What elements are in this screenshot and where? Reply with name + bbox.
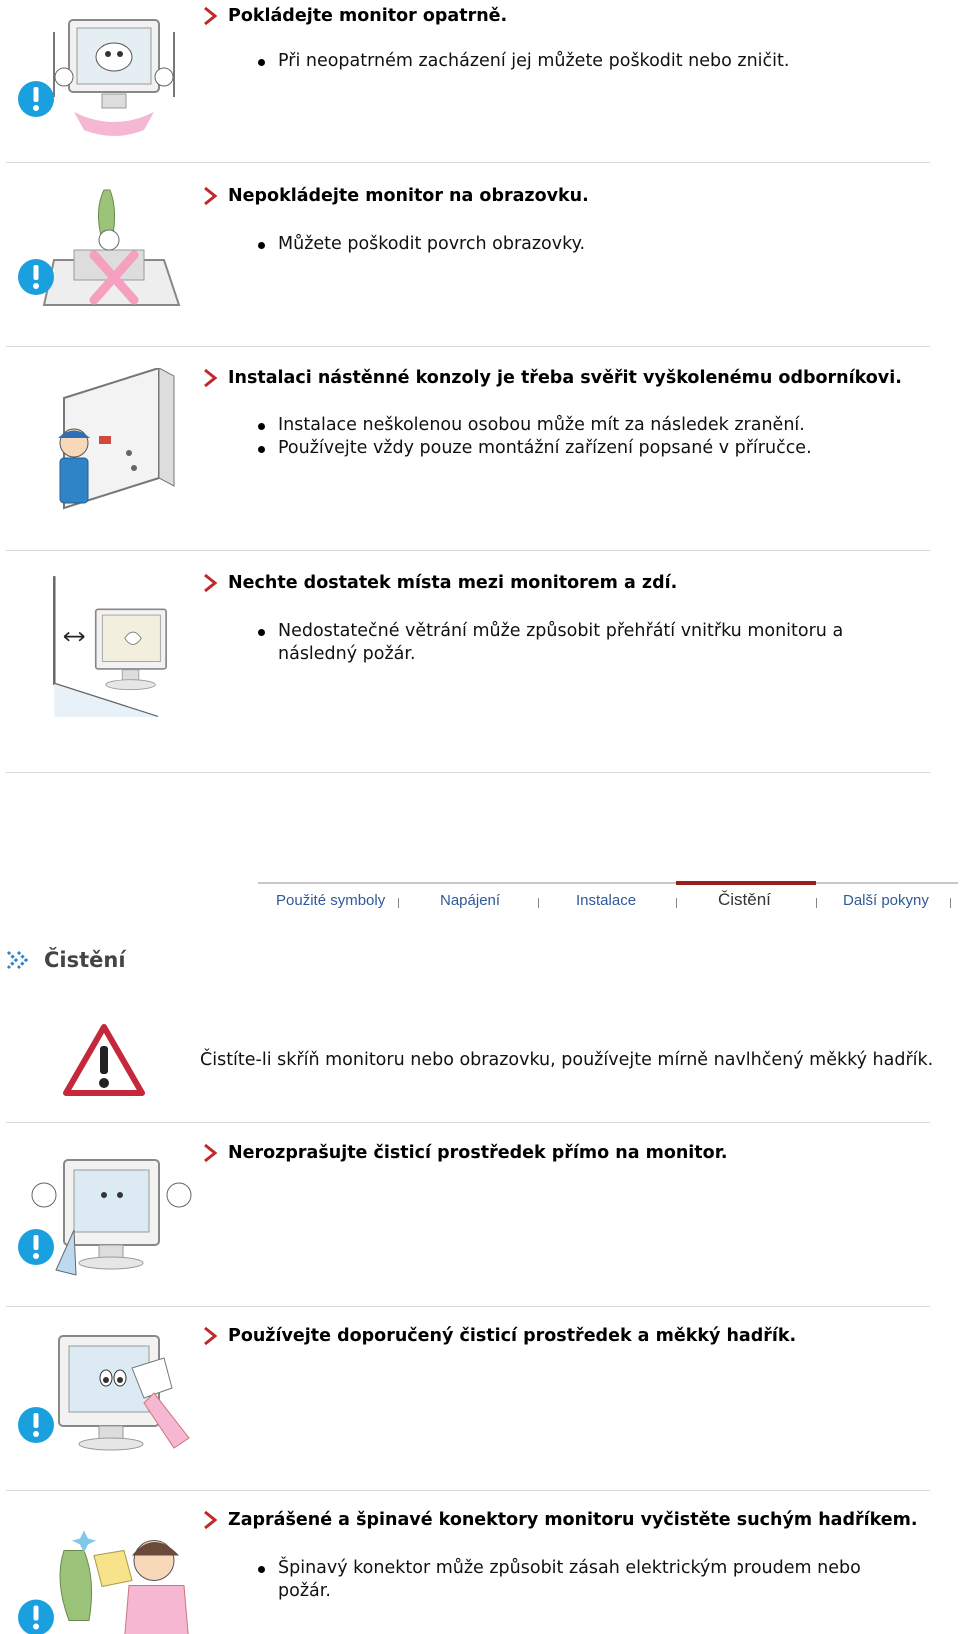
list-item: Můžete poškodit povrch obrazovky.	[258, 233, 918, 256]
chevron-right-icon	[200, 185, 222, 207]
divider	[6, 346, 930, 347]
heading-recommended-cleaner	[200, 1325, 796, 1347]
heading-text: Zaprášené a špinavé konektory monitoru vyčistěte suchým hadříkem.	[228, 1510, 918, 1530]
warning-triangle-icon	[62, 1022, 146, 1098]
list-item: Při neopatrném zacházení jej můžete poškodit nebo zničit.	[258, 50, 918, 73]
double-chevron-icon	[6, 949, 32, 971]
heading-wall-gap	[200, 572, 677, 594]
heading-not-face-down	[200, 185, 589, 207]
tab-other[interactable]: Další pokyny	[843, 892, 929, 909]
heading-place-carefully	[200, 5, 507, 27]
heading-text: Nerozprašujte čisticí prostředek přímo na monitor.	[228, 1143, 728, 1163]
divider	[6, 550, 930, 551]
heading-text: Nechte dostatek místa mezi monitorem a zdí.	[228, 573, 678, 593]
bullet-list	[258, 233, 918, 256]
section-title-text: Čistění	[44, 948, 126, 972]
divider	[6, 1122, 930, 1123]
tab-symbols[interactable]: Použité symboly	[276, 892, 386, 909]
tab-bar-line	[258, 882, 958, 884]
heading-dusty-connectors	[200, 1509, 918, 1531]
list-item: Používejte vždy pouze montážní zařízení popsané v příručce.	[258, 437, 918, 460]
tab-separator	[816, 898, 817, 908]
bullet-list	[258, 1557, 918, 1603]
tab-installation[interactable]: Instalace	[576, 892, 637, 909]
bullet-list	[258, 620, 918, 666]
section-title	[6, 948, 126, 972]
divider	[6, 1306, 930, 1307]
monitor-face-down-illustration	[14, 180, 194, 325]
tab-separator	[538, 898, 539, 908]
wall-mount-installer-illustration	[14, 368, 194, 513]
monitor-spray-illustration	[14, 1150, 194, 1295]
heading-wall-mount	[200, 367, 902, 389]
divider	[6, 772, 930, 773]
monitor-wipe-illustration	[14, 1328, 194, 1473]
bullet-list	[258, 50, 918, 73]
tab-separator	[676, 898, 677, 908]
caution-text: Čistíte-li skříň monitoru nebo obrazovku, používejte mírně navlhčený měkký hadřík.	[200, 1050, 934, 1070]
list-item: Nedostatečné větrání může způsobit přehřátí vnitřku monitoru a následný požár.	[258, 620, 918, 666]
tab-power[interactable]: Napájení	[440, 892, 501, 909]
heading-text: Instalaci nástěnné konzoly je třeba svěřit vyškolenému odborníkovi.	[228, 368, 902, 388]
section-tab-bar	[258, 878, 958, 918]
chevron-right-icon	[200, 1142, 222, 1164]
divider	[6, 162, 930, 163]
connector-cleaning-illustration	[14, 1510, 194, 1634]
monitor-careful-illustration	[14, 2, 194, 147]
divider	[6, 1490, 930, 1491]
list-item: Instalace neškolenou osobou může mít za následek zranění.	[258, 414, 918, 437]
chevron-right-icon	[200, 572, 222, 594]
heading-text: Používejte doporučený čisticí prostředek a měkký hadřík.	[228, 1326, 797, 1346]
bullet-list	[258, 414, 918, 460]
active-tab-indicator	[676, 881, 816, 885]
chevron-right-icon	[200, 5, 222, 27]
list-item: Špinavý konektor může způsobit zásah elektrickým proudem nebo požár.	[258, 1557, 918, 1603]
chevron-right-icon	[200, 1325, 222, 1347]
tab-separator	[950, 898, 951, 908]
chevron-right-icon	[200, 367, 222, 389]
heading-no-spray	[200, 1142, 727, 1164]
heading-text: Pokládejte monitor opatrně.	[228, 6, 508, 26]
heading-text: Nepokládejte monitor na obrazovku.	[228, 186, 589, 206]
tab-separator	[398, 898, 399, 908]
monitor-wall-gap-illustration	[14, 572, 194, 717]
tab-cleaning[interactable]: Čistění	[718, 890, 771, 909]
chevron-right-icon	[200, 1509, 222, 1531]
